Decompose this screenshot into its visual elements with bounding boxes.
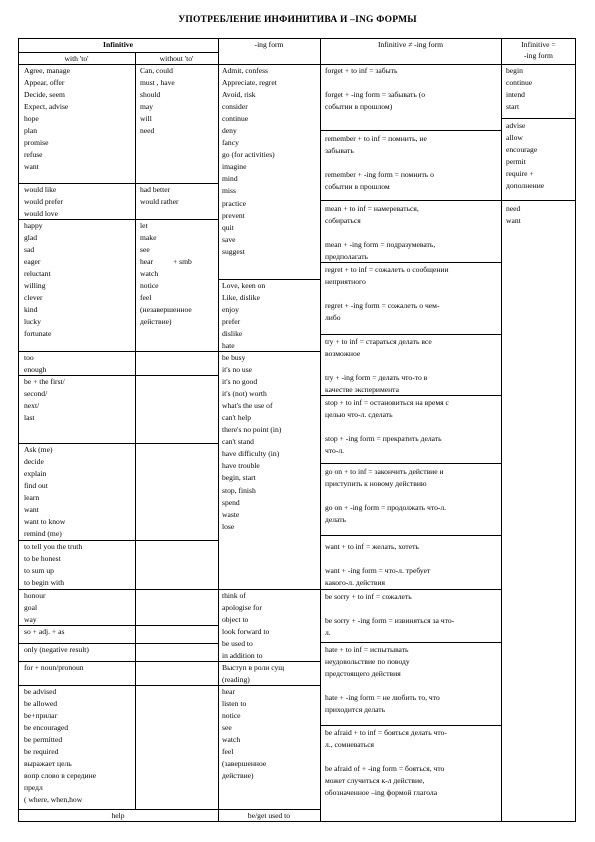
c5-begin: begin continue intend start — [506, 66, 533, 112]
col-divider-3 — [501, 38, 502, 822]
c1-would: would like would prefer would love — [24, 185, 64, 219]
header-inf-eq-1: Infinitive = — [521, 40, 556, 49]
col-divider-sub — [135, 52, 136, 809]
c1-too-enough: too enough — [24, 353, 47, 375]
sep-c4-4 — [320, 334, 501, 335]
c3-expressions: be busy it's no use it's no good it's (not) worth what's the use of can't help there's no point (in) can't stand have difficulty (in) have trouble begin, start stop, finish spend waste lose — [222, 353, 282, 531]
sep-c4-10 — [320, 725, 501, 726]
c4-mean: mean + to inf = намереваться, собираться mean + -ing form = подразумевать, предполагать — [325, 204, 436, 262]
c1-for-noun: for + noun/pronoun — [24, 663, 84, 672]
header-inf-eq-2: -ing form — [524, 51, 553, 60]
c1-passive: be advised be allowed be+прилаг be encouraged be permitted be required выражает цель вопр слово в середине предл ( where, when,how — [24, 687, 97, 805]
c1-ordinals: be + the first/ second/ next/ last — [24, 377, 65, 423]
c5-need: need want — [506, 204, 521, 226]
c3-ing-verbs: Admit, confess Appreciate, regret Avoid, risk consider continue deny fancy go (for activities) imagine mind miss practice prevent quit save suggest — [222, 66, 277, 256]
c1-so-as: so + adj. + as — [24, 627, 65, 636]
c4-afraid: be afraid + to inf = бояться делать что- л., сомневаться be afraid of + -ing form = бояться, что может случиться к-л действие, обозначенное –ing формой глагола — [325, 728, 447, 798]
c2-smb-note: + smb — [173, 257, 192, 266]
footer-help: help — [111, 811, 125, 820]
c4-hate: hate + to inf = испытывать неудовольствие по поводу предстоящего действия hate + -ing form = не любить то, что приходится делать — [325, 645, 440, 715]
col-divider-1 — [218, 38, 219, 822]
sep-c12-12 — [18, 809, 320, 810]
c2-modals: Can, could must , have should may will need — [140, 66, 175, 136]
c4-forget: forget + to inf = забыть forget + -ing form = забывать (о событии в прошлом) — [325, 66, 426, 112]
c4-stop: stop + to inf = остановиться на время с целью что-л. сделать stop + -ing form = прекратить делать что-л. — [325, 398, 449, 456]
sep-c5-1 — [501, 118, 576, 119]
header-ing-form: -ing form — [254, 40, 284, 49]
header-with-to: with 'to' — [64, 54, 89, 63]
header-infinitive: Infinitive — [103, 40, 133, 49]
sep-c5-2 — [501, 200, 576, 201]
c4-go-on: go on + to inf = закончить действие и приступить к новому действию go on + -ing form = продолжать что-л. делать — [325, 467, 447, 525]
c2-perception: let make see hear watch notice feel (незавершенное действие) — [140, 221, 192, 327]
c4-try: try + to inf = стараться делать все возможное try + -ing form = делать что-то в качестве эксперимента — [325, 337, 432, 395]
c4-sorry: be sorry + to inf = сожалеть be sorry + -ing form = извиняться за что- л. — [325, 592, 455, 638]
c1-only: only (negative result) — [24, 645, 89, 654]
sep-c4-9 — [320, 642, 501, 643]
sep-c4-2 — [320, 200, 501, 201]
page-title: УПОТРЕБЛЕНИЕ ИНФИНИТИВА И –ING ФОРМЫ — [178, 15, 417, 25]
c3-perception: hear listen to notice see watch feel (завершенное действие) — [222, 687, 267, 781]
sep-c4-1 — [320, 130, 501, 131]
sep-c4-7 — [320, 535, 501, 536]
col-divider-2 — [320, 38, 321, 822]
c3-noun-role: Выступ в роли сущ (reading) — [222, 663, 285, 685]
c4-regret: regret + to inf = сожалеть о сообщении неприятного regret + -ing form = сожалеть о чем- либо — [325, 265, 449, 323]
header-sub-line — [18, 52, 218, 53]
c1-question-words: Ask (me) decide explain find out learn want want to know remind (me) — [24, 445, 66, 539]
sep-c4-6 — [320, 463, 501, 464]
sep-c4-8 — [320, 589, 501, 590]
c1-verbs: Agree, manage Appear, offer Decide, seem Expect, advise hope plan promise refuse want — [24, 66, 70, 172]
c3-preferences: Love, keen on Like, dislike enjoy prefer dislike hate — [222, 281, 266, 351]
footer-get-used: be/get used to — [247, 811, 291, 820]
c4-want: want + to inf = желать, хотеть want + -ing form = что-л. требует какого-л. действия — [325, 542, 431, 588]
c2-had-better: had better would rather — [140, 185, 179, 207]
header-inf-vs-ing: Infinitive ≠ -ing form — [377, 40, 444, 49]
c1-nouns: honour goal way — [24, 591, 46, 625]
c1-phrases: to tell you the truth to be honest to sum up to begin with — [24, 542, 83, 588]
c3-prepositional: think of apologise for object to look forward to be used to in addition to — [222, 591, 270, 661]
c1-adjectives: happy glad sad eager reluctant willing clever kind lucky fortunate — [24, 221, 52, 339]
c5-advise: advise allow encourage permit require + дополнение — [506, 121, 545, 191]
c4-remember: remember + to inf = помнить, не забывать remember + -ing form = помнить о событии в прошлом — [325, 134, 434, 192]
header-without-to: without 'to' — [159, 54, 194, 63]
